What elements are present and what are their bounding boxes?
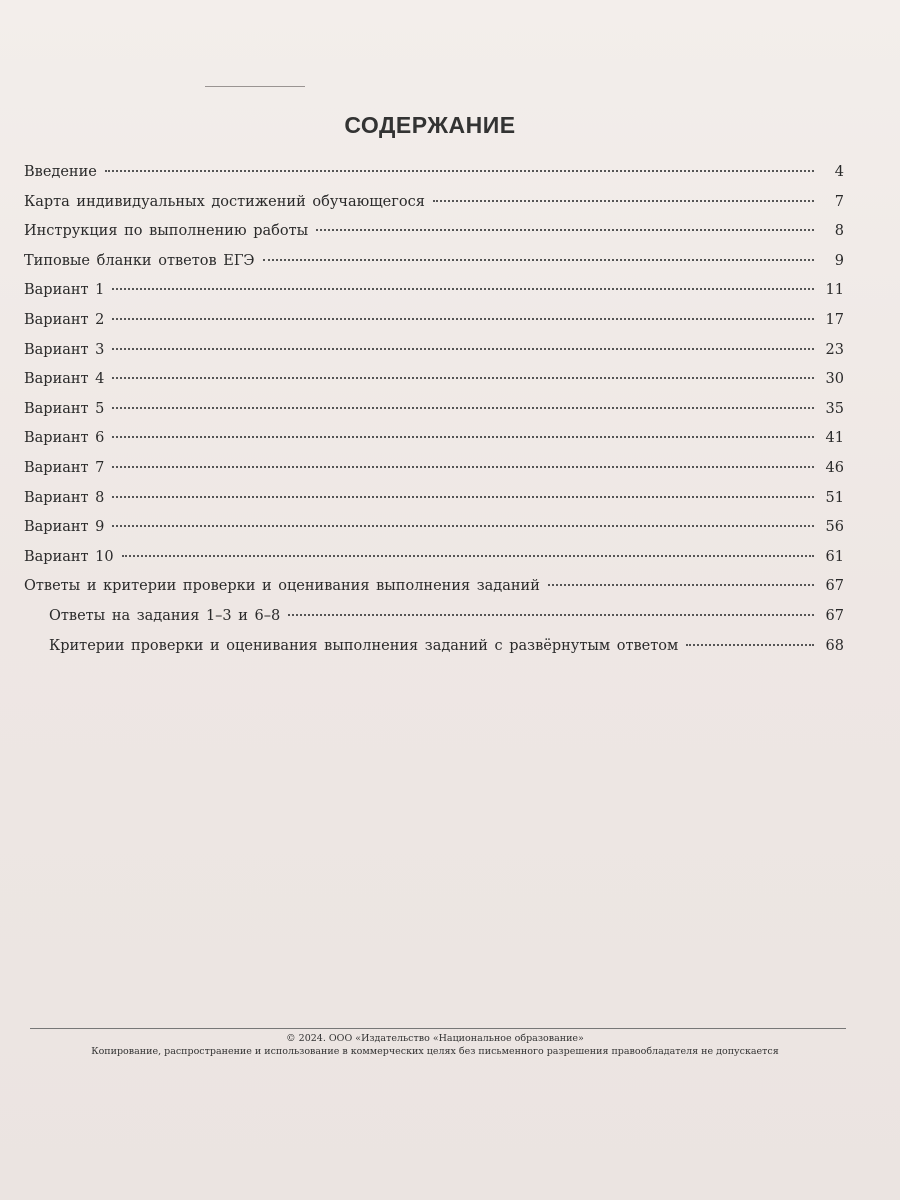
toc-entry-label: Карта индивидуальных достижений обучающегося (24, 193, 425, 210)
toc-entry[interactable] (24, 549, 844, 579)
toc-entry-page: 68 (825, 637, 844, 654)
toc-entry-page: 61 (825, 548, 844, 565)
toc-entry[interactable] (24, 519, 844, 549)
footer-notice: Копирование, распространение и использование в коммерческих целях без письменного разрешения правообладателя не допускается (91, 1046, 779, 1057)
toc-entry[interactable] (24, 253, 844, 283)
toc-entry-label: Вариант 3 (24, 341, 105, 358)
toc-entry-page: 23 (825, 341, 844, 358)
toc-entry-page: 7 (834, 193, 844, 210)
toc-entry-page: 46 (825, 459, 844, 476)
toc-leader-dots (112, 436, 814, 438)
toc-leader-dots (112, 407, 814, 409)
toc-entry-page: 56 (825, 519, 844, 536)
toc-leader-dots (112, 348, 814, 350)
toc-entry-label: Вариант 6 (24, 430, 105, 447)
toc-entry[interactable] (24, 578, 844, 608)
toc-entry-page: 4 (834, 164, 844, 180)
page-title: СОДЕРЖАНИЕ (344, 112, 516, 138)
toc-entry[interactable] (24, 638, 844, 668)
toc-entry-page: 17 (825, 311, 844, 328)
toc-entry[interactable] (24, 223, 844, 253)
toc-entry-page: 41 (825, 430, 844, 447)
toc-entry-page: 35 (825, 400, 844, 417)
toc-entry-page: 30 (825, 371, 844, 388)
toc-leader-dots (105, 170, 814, 172)
toc-entry-label: Типовые бланки ответов ЕГЭ (24, 252, 255, 269)
toc-entry-label: Вариант 1 (24, 282, 105, 299)
toc-entry[interactable] (24, 608, 844, 638)
toc-entry[interactable] (24, 282, 844, 312)
toc-entry-label: Вариант 9 (24, 519, 105, 536)
toc-entry-page: 8 (834, 223, 844, 240)
toc-entry[interactable] (24, 312, 844, 342)
toc-entry-label: Вариант 7 (24, 459, 105, 476)
header-rule (205, 86, 305, 87)
toc-entry[interactable] (24, 371, 844, 401)
toc-entry-page: 67 (825, 607, 844, 624)
toc-entry[interactable] (24, 401, 844, 431)
footer-copyright: © 2024. ООО «Издательство «Национальное образование» (286, 1033, 584, 1044)
toc-leader-dots (112, 377, 814, 379)
toc-entry-page: 67 (825, 578, 844, 595)
toc-entry-label: Вариант 8 (24, 489, 105, 506)
toc-leader-dots (122, 555, 814, 557)
toc-leader-dots (112, 318, 814, 320)
toc-entry[interactable] (24, 194, 844, 224)
toc-leader-dots (686, 644, 814, 646)
toc-leader-dots (112, 466, 814, 468)
footer-rule (30, 1028, 846, 1029)
toc-leader-dots (316, 229, 814, 231)
toc-leader-dots (112, 496, 814, 498)
toc-entry[interactable] (24, 430, 844, 460)
toc-entry-label: Вариант 10 (24, 548, 114, 565)
table-of-contents (24, 164, 844, 667)
toc-leader-dots (112, 525, 814, 527)
toc-entry-label: Ответы и критерии проверки и оценивания выполнения заданий (24, 578, 540, 595)
toc-leader-dots (263, 259, 814, 261)
toc-entry-page: 51 (825, 489, 844, 506)
toc-entry-label: Вариант 4 (24, 371, 105, 388)
toc-entry-label: Инструкция по выполнению работы (24, 223, 309, 240)
toc-entry[interactable] (24, 490, 844, 520)
footer (0, 1032, 870, 1058)
toc-leader-dots (288, 614, 814, 616)
toc-entry-page: 9 (834, 252, 844, 269)
toc-entry-label: Вариант 2 (24, 311, 105, 328)
toc-entry-label: Вариант 5 (24, 400, 105, 417)
toc-entry-label: Ответы на задания 1–3 и 6–8 (49, 607, 281, 624)
toc-entry-label: Критерии проверки и оценивания выполнения заданий с развёрнутым ответом (49, 637, 679, 654)
toc-entry-label: Введение (24, 164, 97, 180)
toc-leader-dots (112, 288, 814, 290)
toc-leader-dots (548, 584, 814, 586)
toc-entry[interactable] (24, 342, 844, 372)
toc-entry[interactable] (24, 164, 844, 194)
toc-leader-dots (433, 200, 814, 202)
toc-entry-page: 11 (825, 282, 844, 299)
toc-entry[interactable] (24, 460, 844, 490)
